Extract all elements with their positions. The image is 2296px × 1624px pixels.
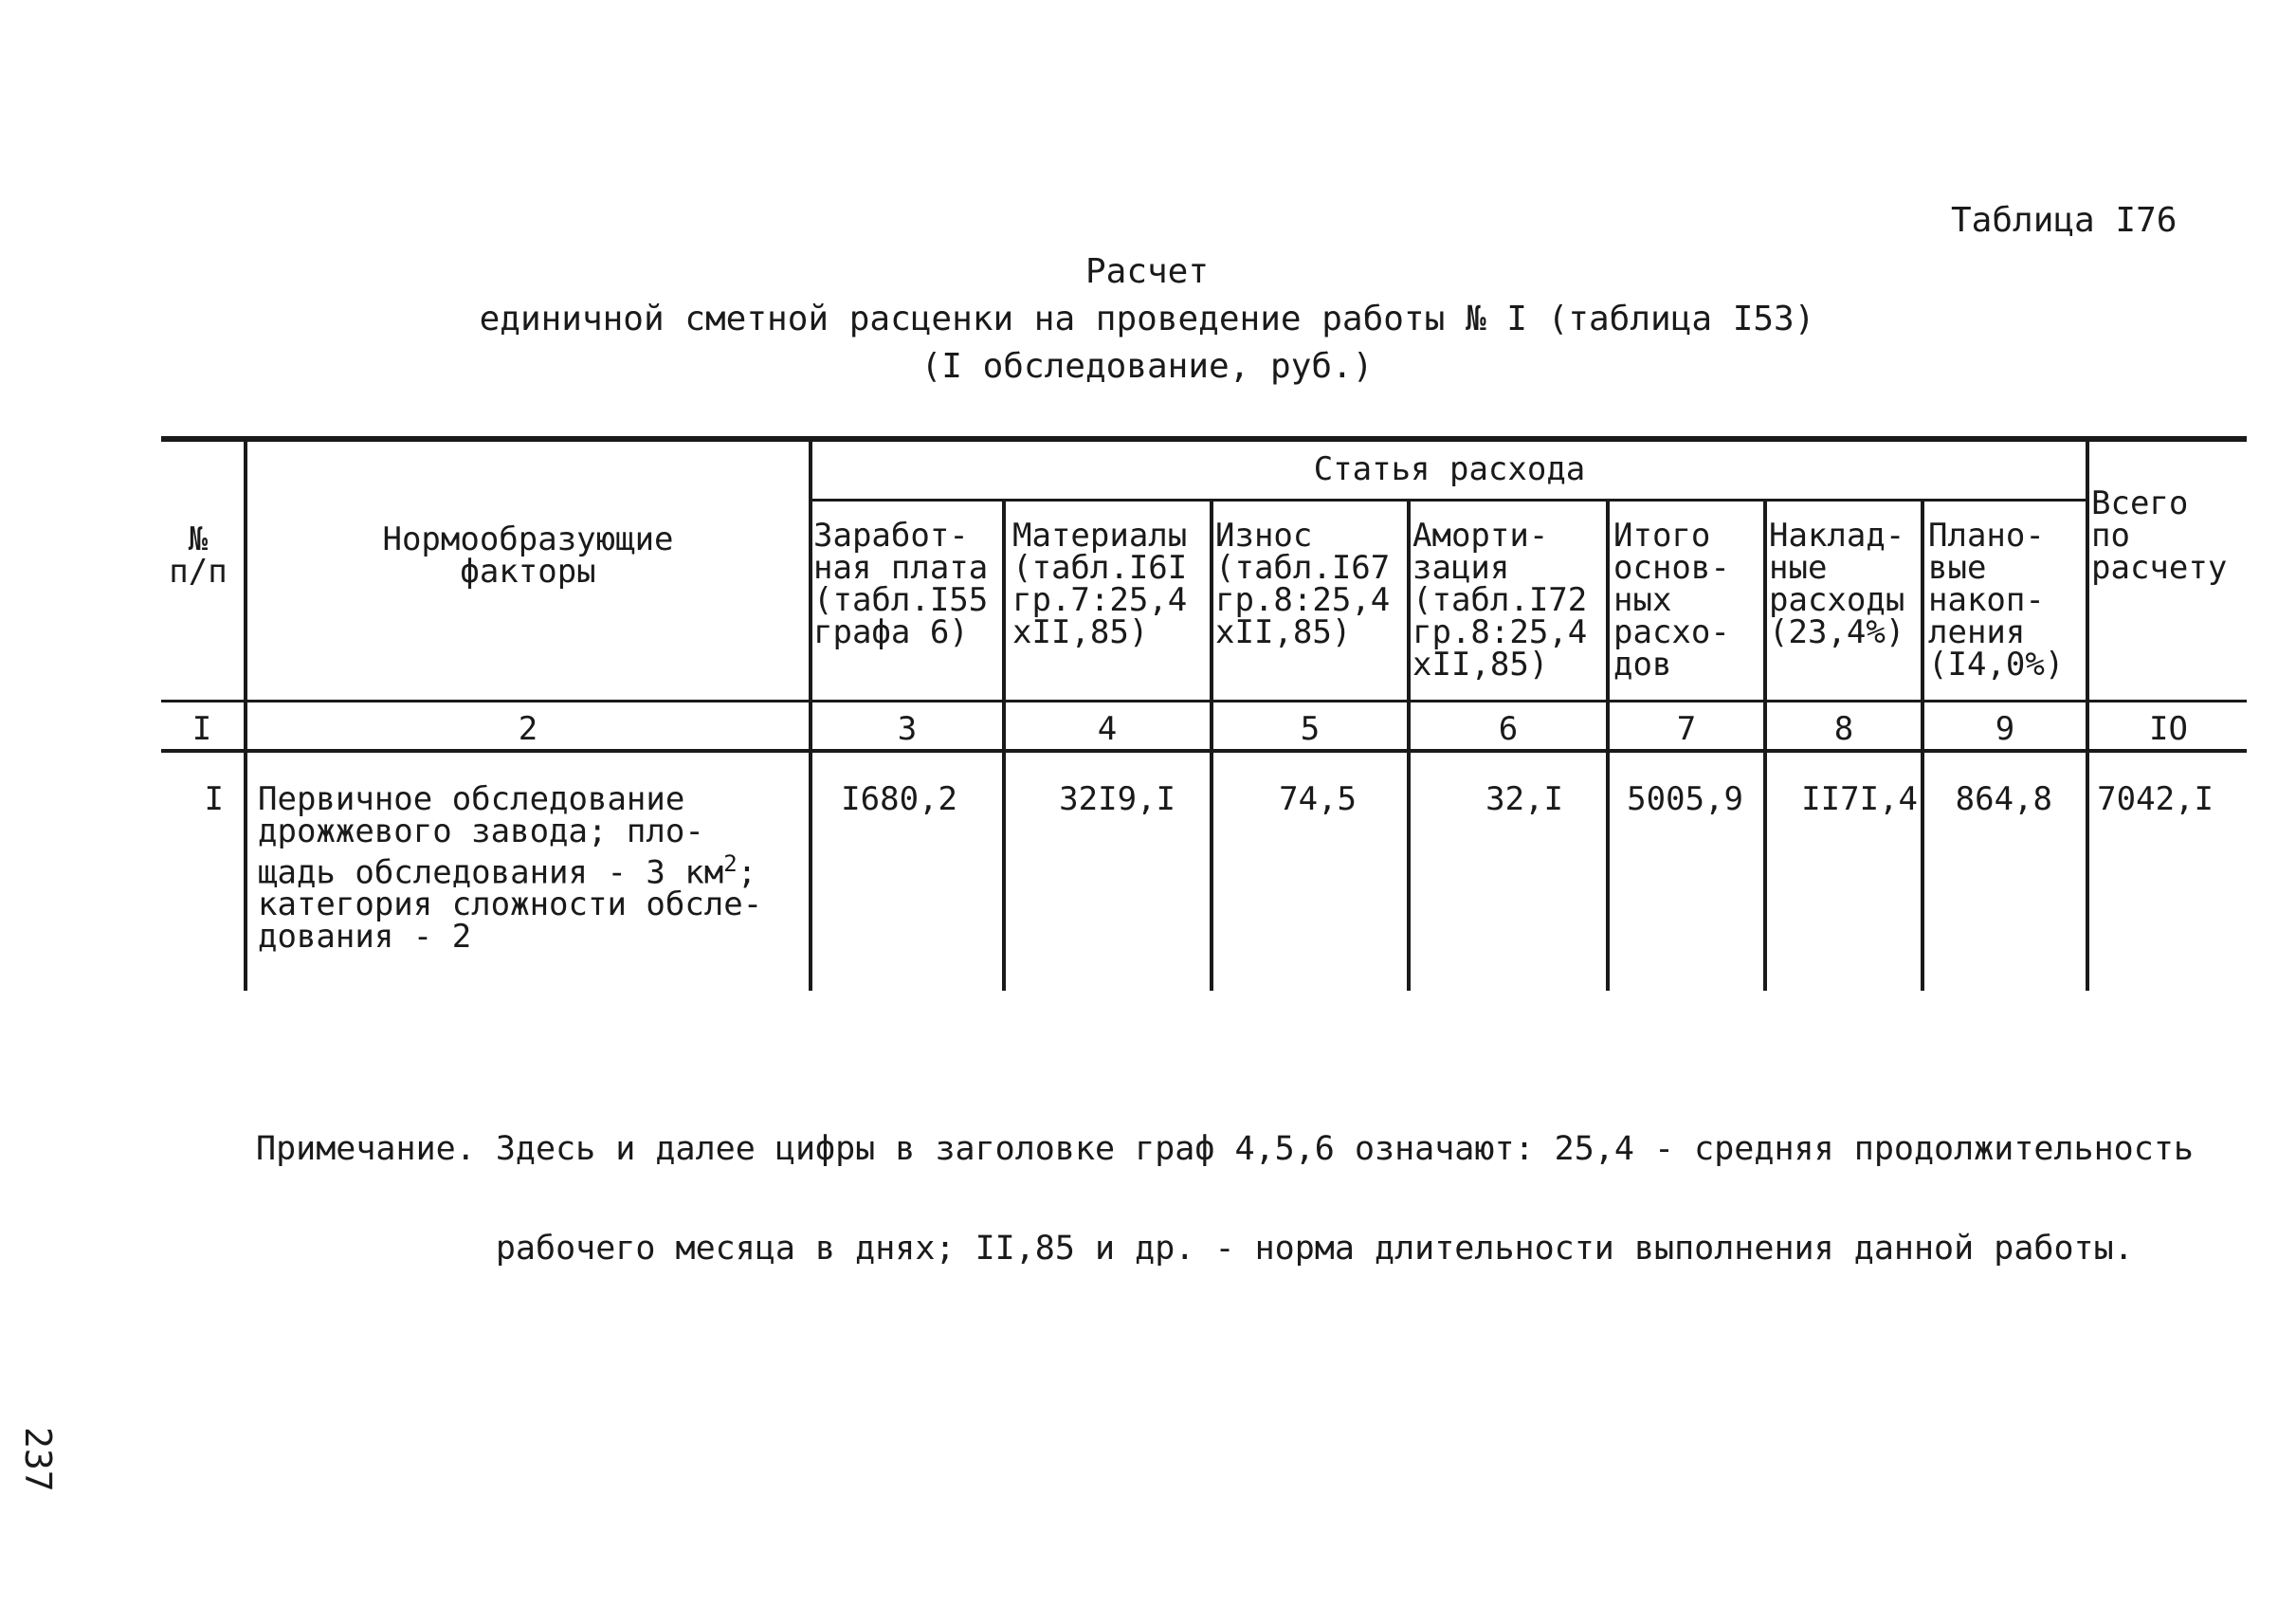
row-materials: 32I9,I bbox=[1059, 780, 1175, 818]
col-divider-3 bbox=[1002, 499, 1006, 991]
row-factors-part-a: Первичное обследование дрожжевого завода; пло- щадь обследования - 3 км bbox=[258, 780, 724, 892]
header-overhead: Наклад- ные расходы (23,4%) bbox=[1769, 517, 1905, 651]
header-grand-total: Всего по расчету bbox=[2091, 484, 2228, 587]
table-top-rule bbox=[161, 436, 2247, 442]
colnum-7: 7 bbox=[1676, 710, 1697, 748]
row-grand-total: 7042,I bbox=[2097, 780, 2214, 818]
colnum-4: 4 bbox=[1097, 710, 1118, 748]
col-divider-2 bbox=[809, 436, 812, 991]
title-line-1: Расчет bbox=[1084, 252, 1210, 291]
colnum-8: 8 bbox=[1833, 710, 1854, 748]
colnum-2: 2 bbox=[518, 710, 538, 748]
col-divider-7 bbox=[1763, 499, 1767, 991]
colnum-1: I bbox=[191, 710, 212, 748]
numbers-bottom-rule bbox=[161, 749, 2247, 753]
title-line-2: единичной сметной расценки на проведение работы № I (таблица I53) bbox=[479, 300, 1815, 338]
col-divider-9 bbox=[2086, 436, 2089, 991]
group-header: Статья расхода bbox=[1313, 450, 1586, 488]
row-factors-part-b: ; категория сложности обсле- дования - 2 bbox=[258, 853, 763, 957]
header-bottom-rule bbox=[161, 700, 2247, 703]
row-amortization: 32,I bbox=[1485, 780, 1563, 818]
footnote-line-1: Примечание. Здесь и далее цифры в заголовке граф 4,5,6 означают: 25,4 - средняя продолжительность bbox=[256, 1130, 2194, 1168]
colnum-3: 3 bbox=[897, 710, 918, 748]
col-divider-8 bbox=[1921, 499, 1924, 991]
footnote bbox=[256, 1067, 2194, 1299]
header-amortization: Аморти- зация (табл.I72 гр.8:25,4 xII,85) bbox=[1412, 517, 1588, 684]
header-wages: Заработ- ная плата (табл.I55 графа 6) bbox=[813, 517, 989, 651]
header-total-basic: Итого основ- ных расхо- дов bbox=[1613, 517, 1730, 684]
footnote-line-2: рабочего месяца в днях; II,85 и др. - норма длительности выполнения данной работы. bbox=[256, 1230, 2134, 1268]
col-divider-6 bbox=[1606, 499, 1610, 991]
row-planned-savings: 864,8 bbox=[1955, 780, 2052, 818]
header-planned-savings: Плано- вые накоп- ления (I4,0%) bbox=[1928, 517, 2065, 684]
row-factors-superscript: 2 bbox=[723, 850, 738, 877]
col-divider-4 bbox=[1210, 499, 1213, 991]
row-wear: 74,5 bbox=[1279, 780, 1357, 818]
row-total-basic: 5005,9 bbox=[1627, 780, 1743, 818]
row-wages: I680,2 bbox=[841, 780, 957, 818]
title-line-3: (I обследование, руб.) bbox=[920, 347, 1374, 386]
header-factors: Нормообразующие факторы bbox=[382, 520, 674, 591]
header-materials: Материалы (табл.I6I гр.7:25,4 xII,85) bbox=[1012, 517, 1188, 651]
table-label: Таблица I76 bbox=[1951, 201, 2178, 240]
row-overhead: II7I,4 bbox=[1801, 780, 1918, 818]
row-num: I bbox=[204, 780, 224, 818]
col-divider-5 bbox=[1407, 499, 1411, 991]
col-divider-1 bbox=[244, 436, 247, 991]
colnum-6: 6 bbox=[1498, 710, 1519, 748]
colnum-9: 9 bbox=[1995, 710, 2015, 748]
colnum-10: IO bbox=[2149, 710, 2188, 748]
document-title bbox=[436, 248, 1858, 391]
row-factors bbox=[258, 780, 763, 957]
colnum-5: 5 bbox=[1300, 710, 1321, 748]
header-wear: Износ (табл.I67 гр.8:25,4 xII,85) bbox=[1215, 517, 1391, 651]
page-number: 237 bbox=[17, 1427, 59, 1492]
header-num: № п/п bbox=[169, 520, 228, 591]
